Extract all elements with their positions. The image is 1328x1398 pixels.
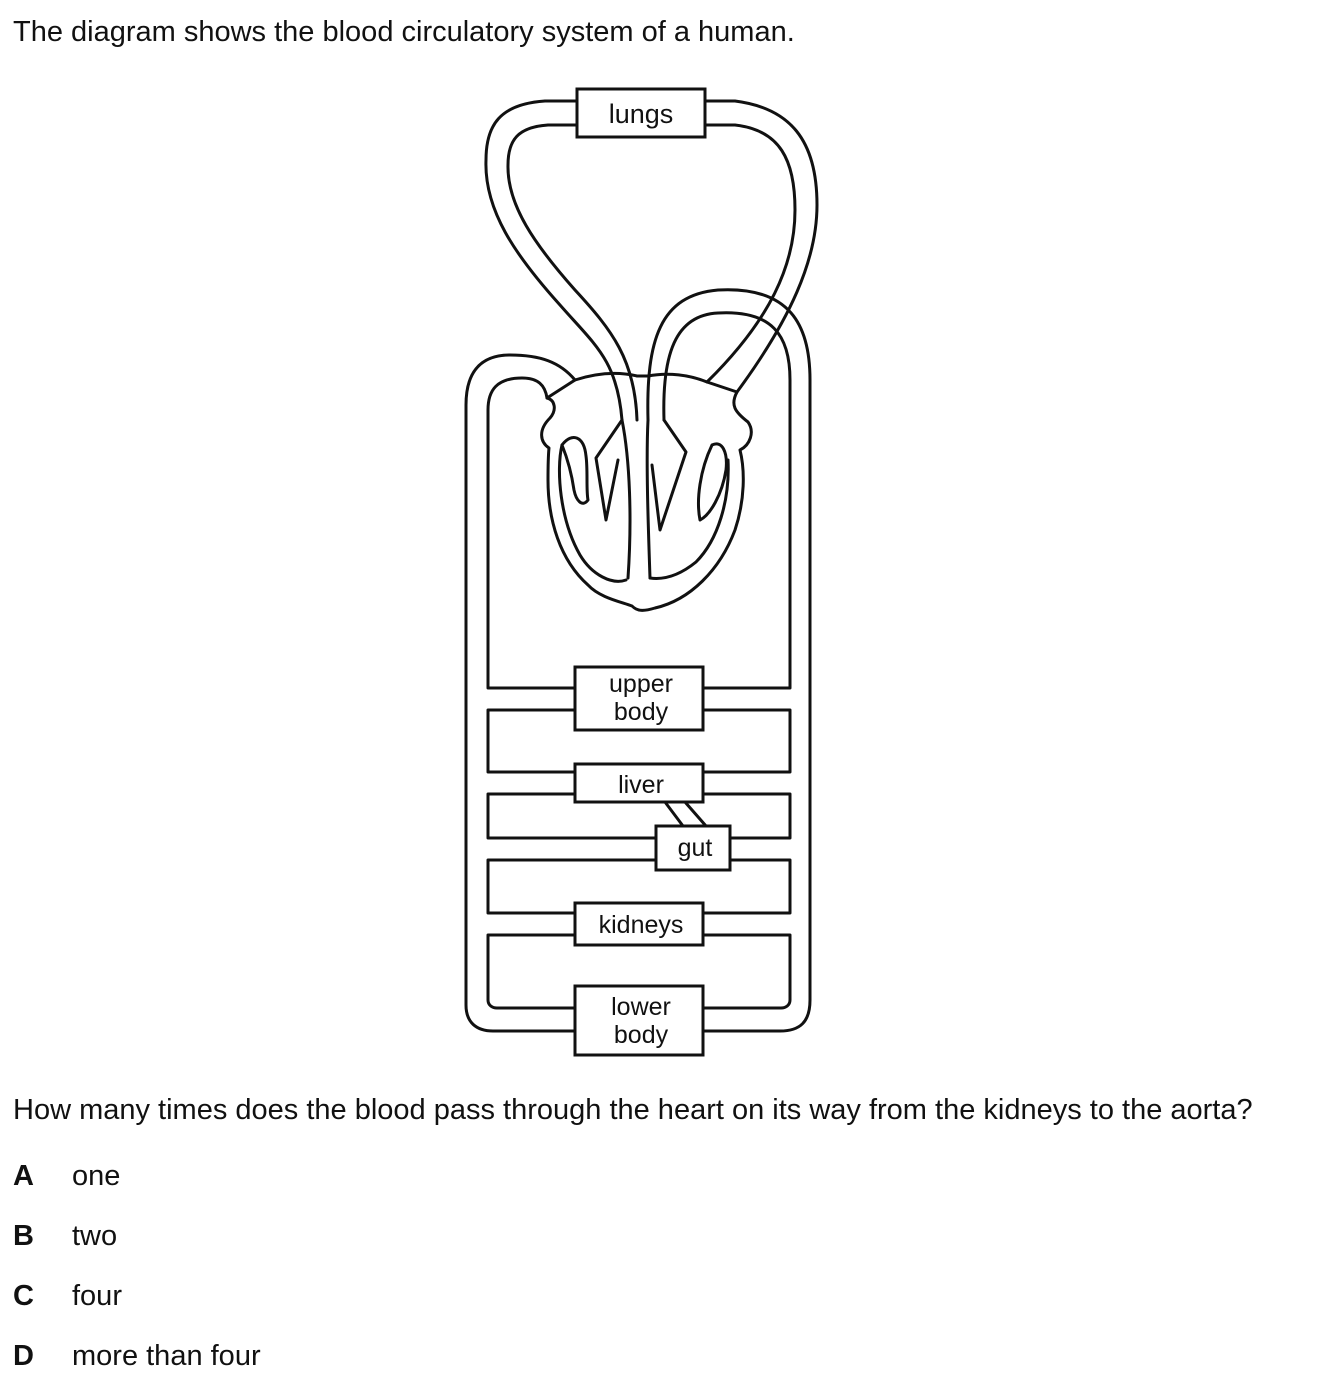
option-letter: A [13,1160,34,1192]
organ-box-kidneys [575,903,703,945]
option-letter: D [13,1340,34,1372]
organ-box-gut [656,826,730,870]
option-c[interactable] [13,1278,261,1338]
pulmonary-pipes [486,101,817,420]
organ-box-lungs [577,89,705,137]
label-lower-body-line1: lower [611,993,671,1021]
option-b[interactable] [13,1218,261,1278]
answer-options [13,1158,261,1398]
option-letter: C [13,1280,34,1312]
option-d[interactable] [13,1338,261,1398]
option-text: two [72,1220,118,1252]
intro-text: The diagram shows the blood circulatory system of a human. [13,16,795,48]
option-text: one [72,1160,121,1192]
option-text: four [72,1280,122,1312]
organ-box-lower-body [575,986,703,1055]
option-a[interactable] [13,1158,261,1218]
label-liver: liver [618,771,664,799]
label-gut: gut [677,834,713,862]
label-kidneys: kidneys [598,911,684,939]
option-letter: B [13,1220,34,1252]
label-lower-body-line2: body [613,1021,669,1049]
organ-box-liver [575,764,703,802]
label-upper-body-line1: upper [609,670,673,698]
option-text: more than four [72,1340,261,1372]
organ-box-upper-body [575,667,703,730]
question-text: How many times does the blood pass through the heart on its way from the kidneys to the aorta? [13,1094,1253,1126]
label-upper-body-line2: body [613,698,669,726]
organ-connectors [488,710,790,1008]
label-lungs: lungs [608,99,674,129]
